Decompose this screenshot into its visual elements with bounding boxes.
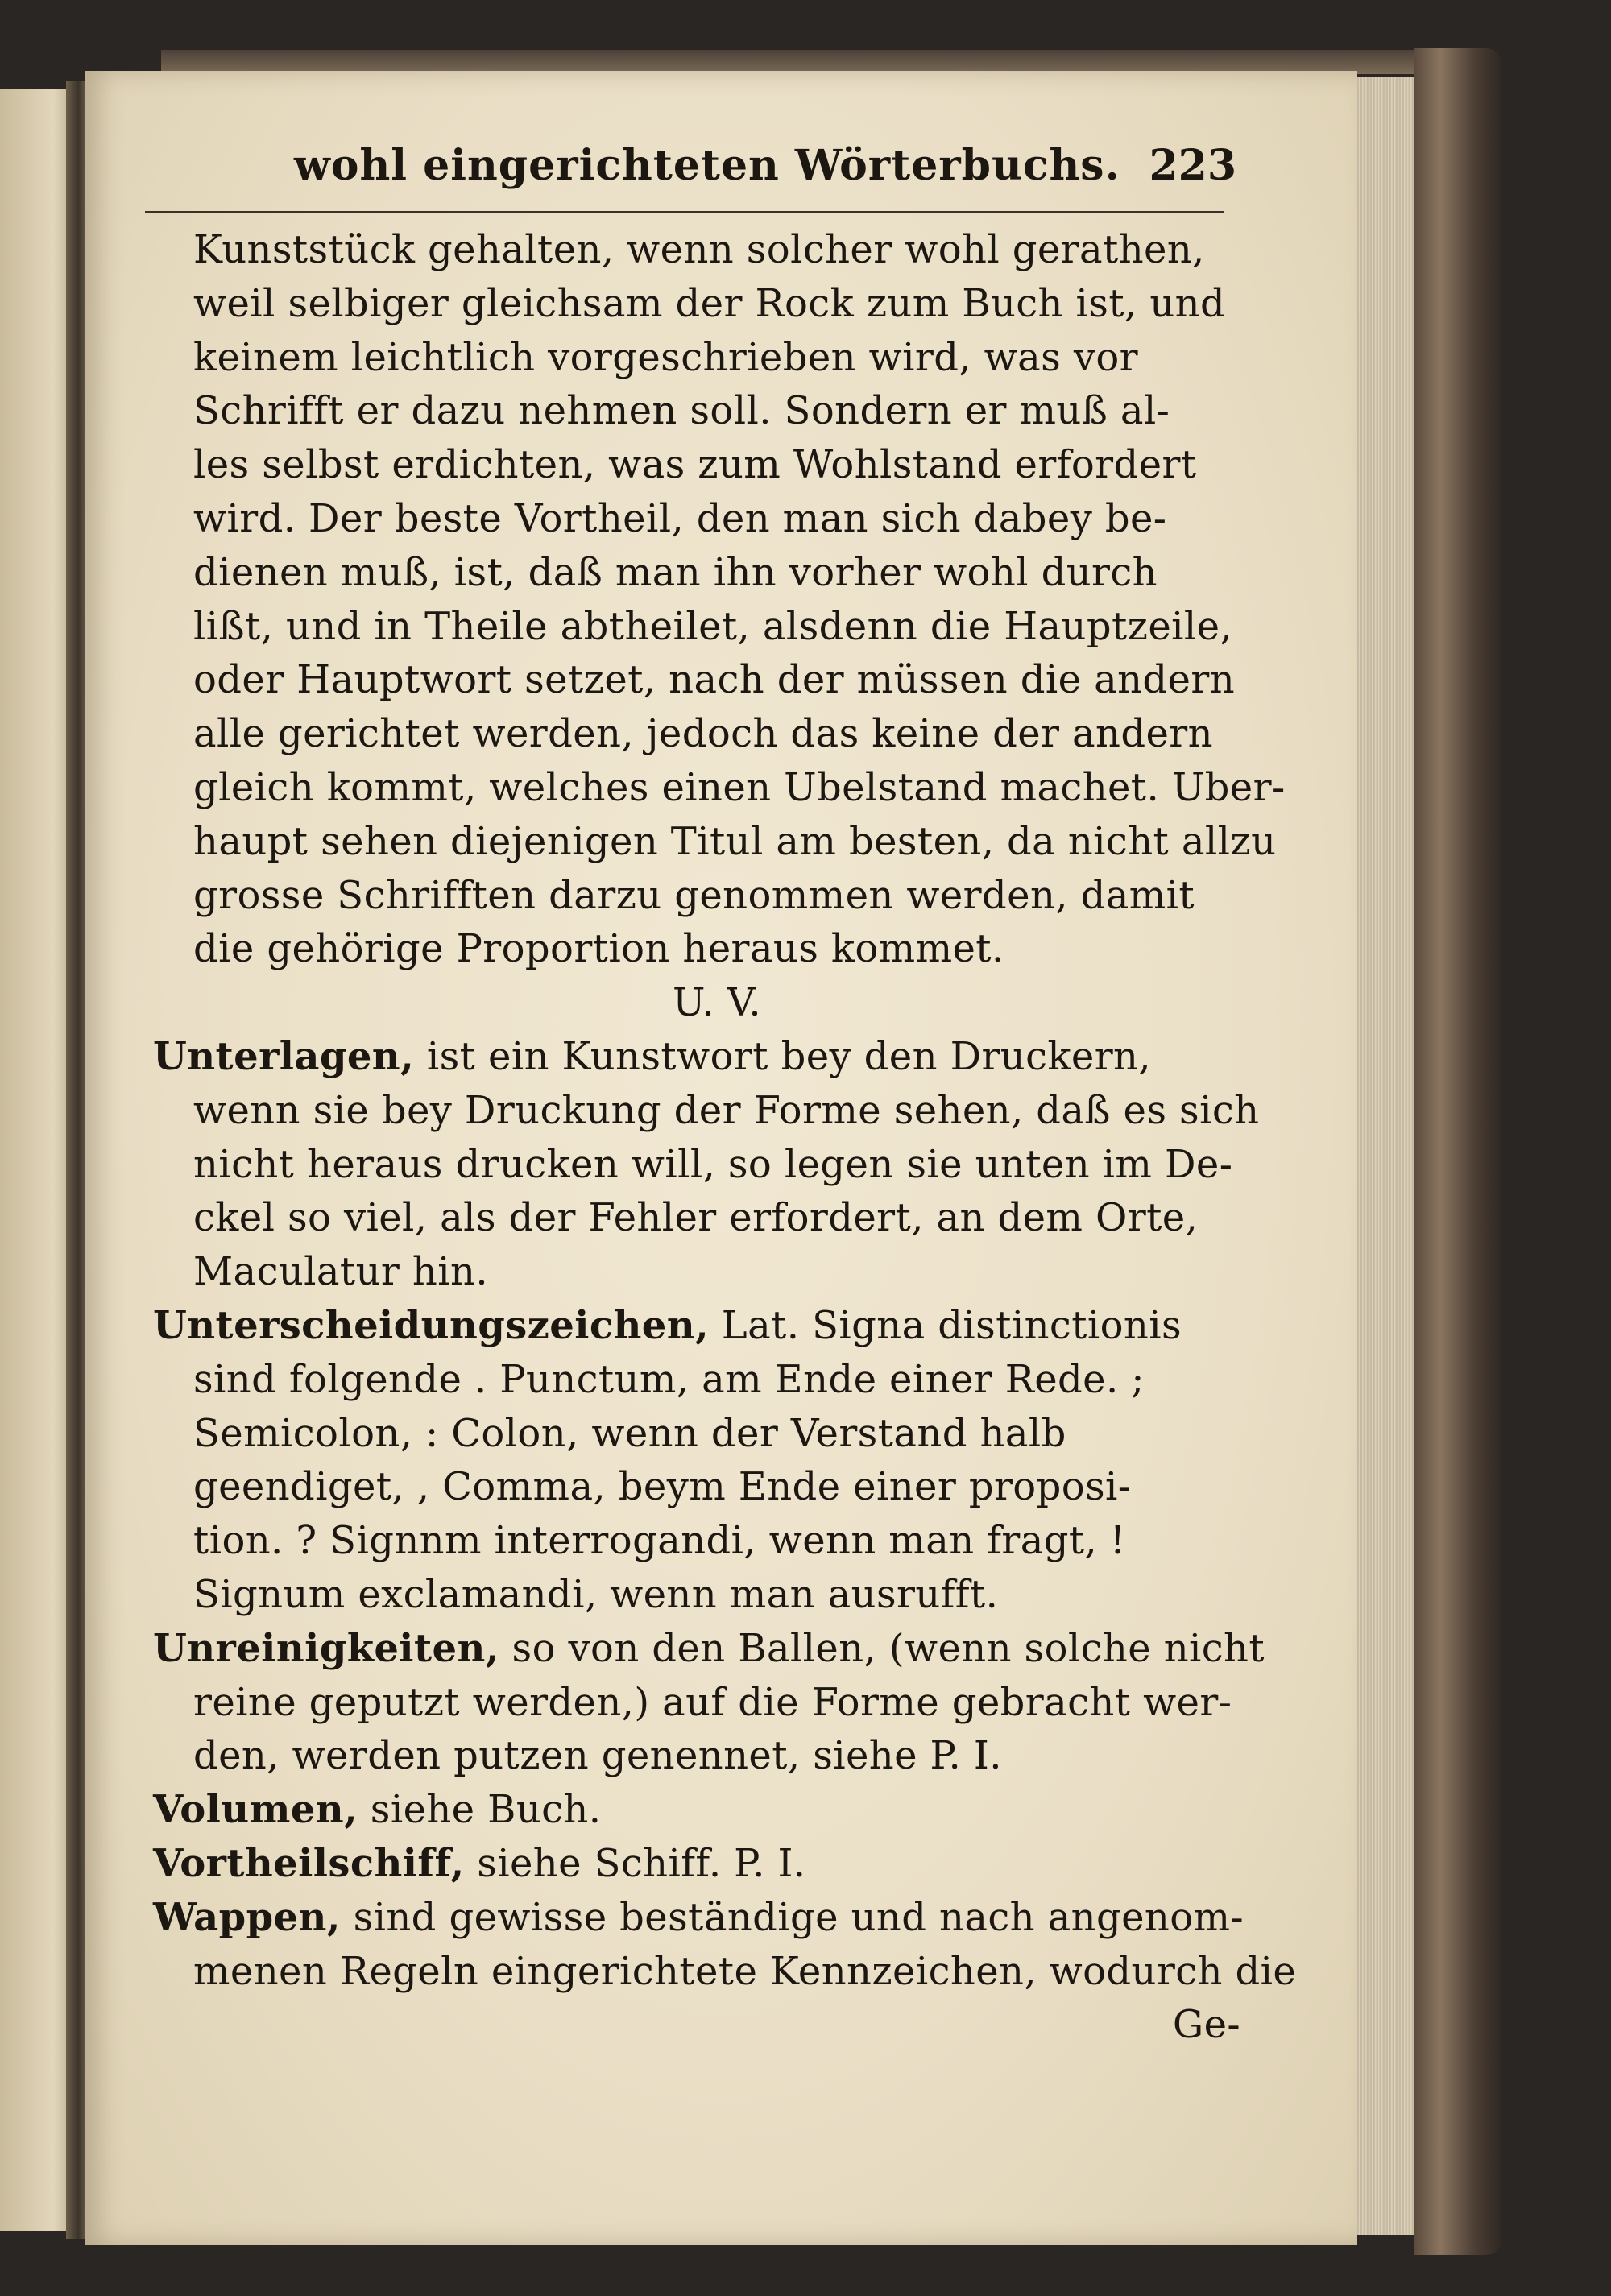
- line-text: U. V.: [672, 980, 762, 1026]
- text-line: [193, 384, 1240, 438]
- line-text: haupt sehen diejenigen Titul am besten, da nicht allzu: [193, 818, 1277, 864]
- entry-keyword: Unreinigkeiten,: [153, 1625, 499, 1671]
- entry-line: [153, 1783, 1240, 1837]
- line-text: sind gewisse beständige und nach angenom-: [340, 1894, 1244, 1940]
- line-text: ist ein Kunstwort bey den Druckern,: [414, 1033, 1152, 1079]
- text-lines: [153, 223, 1297, 2052]
- entry-line: [153, 1622, 1265, 1676]
- text-line: [193, 1729, 1240, 1783]
- text-line: [193, 815, 1277, 869]
- line-text: geendiget, , Comma, beym Ende einer proposi-: [193, 1464, 1132, 1510]
- page-block-edges: [1353, 77, 1414, 2235]
- line-text: wenn sie bey Druckung der Forme sehen, daß es sich: [193, 1087, 1260, 1133]
- entry-line: [153, 1837, 1240, 1891]
- line-text: siehe Schiff. P. I.: [464, 1840, 806, 1886]
- entry-keyword: Vortheilschiff,: [153, 1840, 465, 1886]
- text-line: [193, 1138, 1240, 1192]
- text-line: [193, 600, 1240, 654]
- text-line: [193, 761, 1286, 815]
- line-text: Signum exclamandi, wenn man ausrufft.: [193, 1571, 999, 1617]
- line-text: les selbst erdichten, was zum Wohlstand erfordert: [193, 442, 1197, 488]
- text-line: [193, 492, 1240, 546]
- line-text: grosse Schrifften darzu genommen werden, damit: [193, 872, 1195, 918]
- text-line: [193, 976, 1240, 1030]
- line-text: tion. ? Signnm interrogandi, wenn man fragt, !: [193, 1518, 1126, 1564]
- line-text: Kunststück gehalten, wenn solcher wohl gerathen,: [193, 227, 1205, 272]
- text-line: [193, 707, 1240, 761]
- text-line: [193, 869, 1240, 923]
- text-line: [193, 277, 1240, 331]
- text-line: [193, 546, 1240, 600]
- entry-line: [153, 1299, 1240, 1353]
- line-text: menen Regeln eingerichtete Kennzeichen, wodurch die: [193, 1948, 1297, 1994]
- entry-keyword: Unterscheidungszeichen,: [153, 1302, 710, 1348]
- running-head-title: wohl eingerichteten Wörterbuchs.: [294, 141, 1120, 190]
- line-text: sind folgende . Punctum, am Ende einer Rede. ;: [193, 1356, 1145, 1402]
- text-line: [193, 438, 1240, 492]
- text-line: [193, 1568, 1240, 1622]
- line-text: reine geputzt werden,) auf die Forme gebracht wer-: [193, 1679, 1232, 1725]
- text-line: [193, 653, 1240, 707]
- left-page-edge: [0, 89, 77, 2231]
- text-line: [193, 922, 1240, 976]
- line-text: gleich kommt, welches einen Ubelstand machet. Uber-: [193, 764, 1286, 810]
- entry-line: [153, 1891, 1244, 1945]
- text-line: [193, 331, 1240, 385]
- line-text: so von den Ballen, (wenn solche nicht: [499, 1625, 1265, 1671]
- text-line: [193, 1407, 1240, 1461]
- line-text: weil selbiger gleichsam der Rock zum Buch ist, und: [193, 280, 1226, 326]
- line-text: ckel so viel, als der Fehler erfordert, an dem Orte,: [193, 1195, 1199, 1241]
- text-line: [193, 1245, 1240, 1299]
- text-line: [193, 1191, 1240, 1245]
- text-line: [193, 1460, 1240, 1514]
- line-text: die gehörige Proportion heraus kommet.: [193, 926, 1004, 972]
- line-text: den, werden putzen genennet, siehe P. I.: [193, 1733, 1002, 1779]
- line-text: nicht heraus drucken will, so legen sie unten im De-: [193, 1141, 1233, 1187]
- line-text: Lat. Signa distinctionis: [709, 1302, 1182, 1348]
- text-line: [193, 223, 1240, 277]
- catchword: Ge-: [1172, 2002, 1240, 2048]
- page-number: 223: [1149, 141, 1236, 190]
- text-line: [193, 1676, 1240, 1730]
- header-rule: [145, 211, 1224, 213]
- text-line: [193, 1353, 1240, 1407]
- text-line: [193, 1514, 1240, 1568]
- text-line: [193, 1084, 1260, 1138]
- line-text: oder Hauptwort setzet, nach der müssen die andern: [193, 657, 1236, 703]
- line-text: Semicolon, : Colon, wenn der Verstand halb: [193, 1410, 1066, 1456]
- line-text: keinem leichtlich vorgeschrieben wird, was vor: [193, 334, 1139, 380]
- text-line: [193, 1945, 1297, 1999]
- book-cover-right: [1414, 48, 1502, 2255]
- entry-keyword: Wappen,: [153, 1894, 341, 1940]
- line-text: siehe Buch.: [358, 1787, 602, 1833]
- line-text: dienen muß, ist, daß man ihn vorher wohl durch: [193, 549, 1158, 595]
- entry-keyword: Unterlagen,: [153, 1033, 415, 1079]
- running-head: [193, 141, 1236, 197]
- line-text: Schrifft er dazu nehmen soll. Sondern er muß al-: [193, 388, 1170, 434]
- entry-keyword: Volumen,: [153, 1787, 358, 1833]
- page-text-area: [153, 141, 1297, 2048]
- line-text: alle gerichtet werden, jedoch das keine der andern: [193, 711, 1213, 757]
- line-text: wird. Der beste Vortheil, den man sich dabey be-: [193, 495, 1167, 541]
- line-text: lißt, und in Theile abtheilet, alsdenn die Hauptzeile,: [193, 603, 1233, 649]
- entry-line: [153, 1030, 1240, 1084]
- line-text: Maculatur hin.: [193, 1249, 488, 1295]
